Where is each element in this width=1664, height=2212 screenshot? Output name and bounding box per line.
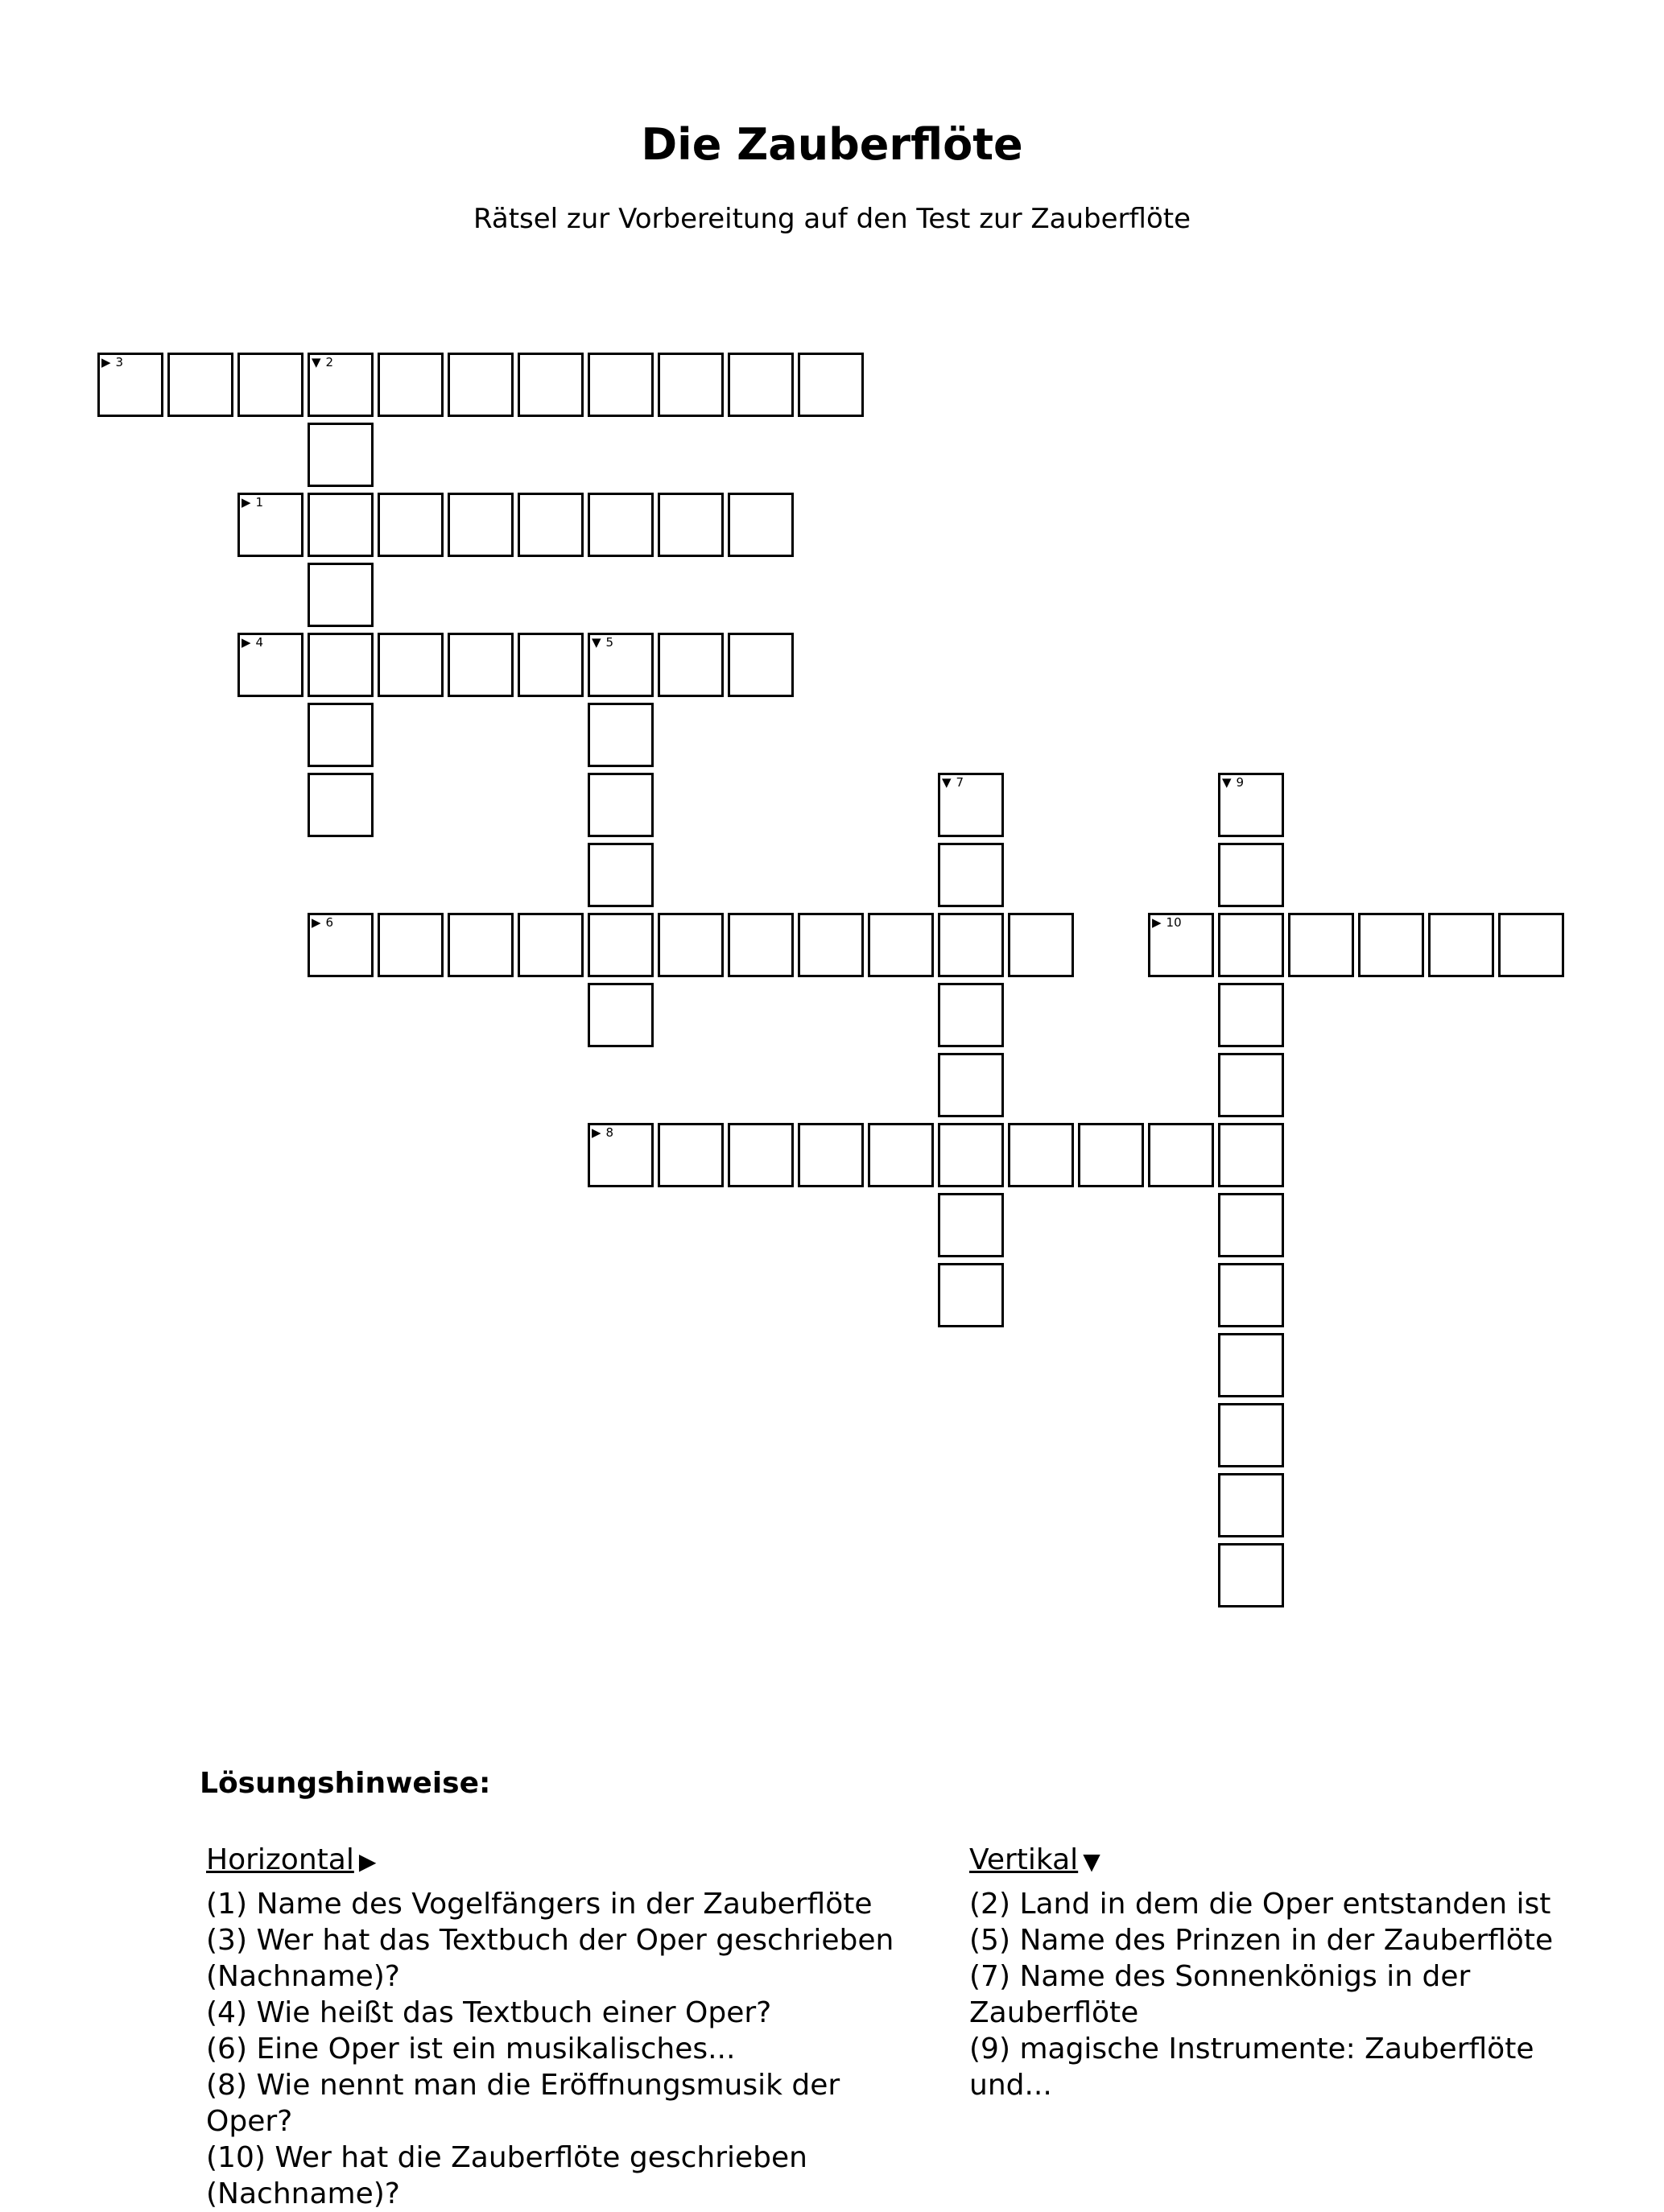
crossword-cell[interactable] bbox=[237, 493, 303, 557]
crossword-cell[interactable] bbox=[378, 493, 444, 557]
arrow-down-icon: ▼ bbox=[942, 775, 952, 790]
crossword-cell[interactable] bbox=[448, 353, 514, 417]
page-title: Die Zauberflöte bbox=[641, 119, 1023, 170]
clue-number: 6 bbox=[325, 915, 334, 930]
clue-number: 5 bbox=[605, 635, 614, 650]
arrow-right-icon: ▶ bbox=[592, 1125, 601, 1140]
crossword-cell[interactable] bbox=[378, 633, 444, 697]
clue-across-8: (8) Wie nennt man die Eröffnungsmusik der Oper? bbox=[206, 2069, 840, 2138]
crossword-cell[interactable] bbox=[308, 563, 374, 627]
crossword-cell[interactable] bbox=[588, 493, 654, 557]
crossword-cell[interactable] bbox=[1008, 1123, 1074, 1187]
crossword-cell[interactable] bbox=[728, 633, 794, 697]
clue-down-9: (9) magische Instrumente: Zauberflöte und... bbox=[969, 2032, 1534, 2102]
crossword-cell[interactable] bbox=[728, 353, 794, 417]
crossword-cell[interactable] bbox=[237, 353, 303, 417]
clue-number-label bbox=[942, 777, 964, 789]
crossword-cell[interactable] bbox=[1148, 913, 1214, 977]
clue-number: 10 bbox=[1166, 915, 1182, 930]
clue-across-3: (3) Wer hat das Textbuch der Oper geschrieben (Nachname)? bbox=[206, 1924, 894, 1993]
arrow-right-icon: ▶ bbox=[358, 1848, 377, 1875]
clue-across-10: (10) Wer hat die Zauberflöte geschrieben (Nachname)? bbox=[206, 2141, 807, 2210]
crossword-cell[interactable] bbox=[448, 493, 514, 557]
crossword-cell[interactable] bbox=[1218, 1473, 1284, 1537]
arrow-right-icon: ▶ bbox=[312, 915, 321, 930]
clue-number-label bbox=[312, 917, 333, 929]
crossword-cell[interactable] bbox=[938, 983, 1004, 1047]
crossword-cell[interactable] bbox=[588, 353, 654, 417]
crossword-cell[interactable] bbox=[237, 633, 303, 697]
arrow-down-icon: ▼ bbox=[1222, 775, 1232, 790]
crossword-cell[interactable] bbox=[308, 353, 374, 417]
crossword-cell[interactable] bbox=[588, 913, 654, 977]
horizontal-clues bbox=[206, 1842, 931, 2212]
crossword-cell[interactable] bbox=[588, 703, 654, 767]
crossword-cell[interactable] bbox=[658, 1123, 724, 1187]
crossword-cell[interactable] bbox=[938, 1263, 1004, 1327]
hints-heading: Lösungshinweise: bbox=[200, 1767, 491, 1800]
clue-number: 1 bbox=[255, 495, 264, 510]
crossword-cell[interactable] bbox=[938, 1053, 1004, 1117]
crossword-cell[interactable] bbox=[1078, 1123, 1144, 1187]
crossword-cell[interactable] bbox=[1218, 913, 1284, 977]
crossword-cell[interactable] bbox=[448, 633, 514, 697]
crossword-cell[interactable] bbox=[868, 1123, 934, 1187]
crossword-cell[interactable] bbox=[1218, 983, 1284, 1047]
crossword-cell[interactable] bbox=[588, 1123, 654, 1187]
crossword-cell[interactable] bbox=[1218, 1403, 1284, 1467]
crossword-cell[interactable] bbox=[1218, 1123, 1284, 1187]
arrow-right-icon: ▶ bbox=[1152, 915, 1162, 930]
crossword-cell[interactable] bbox=[308, 703, 374, 767]
crossword-cell[interactable] bbox=[728, 1123, 794, 1187]
crossword-cell[interactable] bbox=[1498, 913, 1564, 977]
crossword-cell[interactable] bbox=[308, 913, 374, 977]
clue-down-5: (5) Name des Prinzen in der Zauberflöte bbox=[969, 1924, 1554, 1957]
crossword-cell[interactable] bbox=[588, 843, 654, 907]
crossword-cell[interactable] bbox=[798, 353, 864, 417]
crossword-cell[interactable] bbox=[1218, 1053, 1284, 1117]
clue-number: 8 bbox=[605, 1125, 614, 1140]
crossword-cell[interactable] bbox=[1358, 913, 1424, 977]
crossword-cell[interactable] bbox=[938, 1123, 1004, 1187]
clue-number-label bbox=[1152, 917, 1182, 929]
crossword-cell[interactable] bbox=[728, 913, 794, 977]
arrow-down-icon: ▼ bbox=[312, 355, 321, 369]
crossword-cell[interactable] bbox=[378, 353, 444, 417]
crossword-cell[interactable] bbox=[1218, 1543, 1284, 1607]
crossword-cell[interactable] bbox=[588, 983, 654, 1047]
crossword-cell[interactable] bbox=[308, 633, 374, 697]
crossword-cell[interactable] bbox=[938, 913, 1004, 977]
clue-number-label bbox=[1222, 777, 1244, 789]
crossword-cell[interactable] bbox=[868, 913, 934, 977]
clue-down-2: (2) Land in dem die Oper entstanden ist bbox=[969, 1888, 1551, 1921]
crossword-cell[interactable] bbox=[97, 353, 163, 417]
crossword-cell[interactable] bbox=[378, 913, 444, 977]
arrow-right-icon: ▶ bbox=[242, 495, 251, 510]
crossword-cell[interactable] bbox=[518, 913, 584, 977]
clue-across-4: (4) Wie heißt das Textbuch einer Oper? bbox=[206, 1996, 772, 2029]
clue-across-1: (1) Name des Vogelfängers in der Zauberflöte bbox=[206, 1888, 873, 1921]
crossword-cell[interactable] bbox=[658, 493, 724, 557]
crossword-cell[interactable] bbox=[588, 773, 654, 837]
crossword-cell[interactable] bbox=[938, 843, 1004, 907]
crossword-cell[interactable] bbox=[1218, 1193, 1284, 1257]
crossword-cell[interactable] bbox=[1218, 843, 1284, 907]
clue-number-label bbox=[101, 357, 123, 369]
crossword-cell[interactable] bbox=[308, 493, 374, 557]
crossword-cell[interactable] bbox=[798, 913, 864, 977]
crossword-cell[interactable] bbox=[308, 773, 374, 837]
clue-number-label bbox=[242, 637, 263, 649]
page-subtitle: Rätsel zur Vorbereitung auf den Test zur Zauberflöte bbox=[473, 203, 1191, 235]
clue-number-label bbox=[592, 1127, 613, 1139]
crossword-cell[interactable] bbox=[448, 913, 514, 977]
vertical-heading: Vertikal ▼ bbox=[969, 1842, 1613, 1880]
crossword-cell[interactable] bbox=[518, 353, 584, 417]
crossword-cell[interactable] bbox=[1218, 1263, 1284, 1327]
clue-number-label bbox=[312, 357, 333, 369]
crossword-cell[interactable] bbox=[1288, 913, 1354, 977]
crossword-cell[interactable] bbox=[1218, 1333, 1284, 1397]
clue-number: 9 bbox=[1236, 775, 1245, 790]
crossword-cell[interactable] bbox=[658, 913, 724, 977]
crossword-cell[interactable] bbox=[1428, 913, 1494, 977]
crossword-cell[interactable] bbox=[658, 353, 724, 417]
crossword-cell[interactable] bbox=[938, 1193, 1004, 1257]
crossword-cell[interactable] bbox=[798, 1123, 864, 1187]
arrow-right-icon: ▶ bbox=[101, 355, 111, 369]
clue-number: 7 bbox=[956, 775, 964, 790]
crossword-cell[interactable] bbox=[728, 493, 794, 557]
clue-across-6: (6) Eine Oper ist ein musikalisches... bbox=[206, 2032, 736, 2065]
clue-number: 3 bbox=[115, 355, 124, 369]
crossword-cell[interactable] bbox=[658, 633, 724, 697]
crossword-cell[interactable] bbox=[1148, 1123, 1214, 1187]
crossword-cell[interactable] bbox=[167, 353, 233, 417]
crossword-cell[interactable] bbox=[518, 493, 584, 557]
crossword-cell[interactable] bbox=[1218, 773, 1284, 837]
crossword-cell[interactable] bbox=[308, 423, 374, 487]
arrow-right-icon: ▶ bbox=[242, 635, 251, 650]
crossword-cell[interactable] bbox=[518, 633, 584, 697]
clue-number: 4 bbox=[255, 635, 264, 650]
arrow-down-icon: ▼ bbox=[1083, 1848, 1100, 1875]
arrow-down-icon: ▼ bbox=[592, 635, 601, 650]
clue-down-7: (7) Name des Sonnenkönigs in der Zauberflöte bbox=[969, 1960, 1471, 2029]
clue-number: 2 bbox=[325, 355, 334, 369]
crossword-cell[interactable] bbox=[938, 773, 1004, 837]
crossword-cell[interactable] bbox=[1008, 913, 1074, 977]
clue-number-label bbox=[242, 497, 263, 509]
horizontal-heading: Horizontal ▶ bbox=[206, 1842, 931, 1880]
vertical-clues bbox=[969, 1842, 1613, 2103]
crossword-cell[interactable] bbox=[588, 633, 654, 697]
clue-number-label bbox=[592, 637, 613, 649]
